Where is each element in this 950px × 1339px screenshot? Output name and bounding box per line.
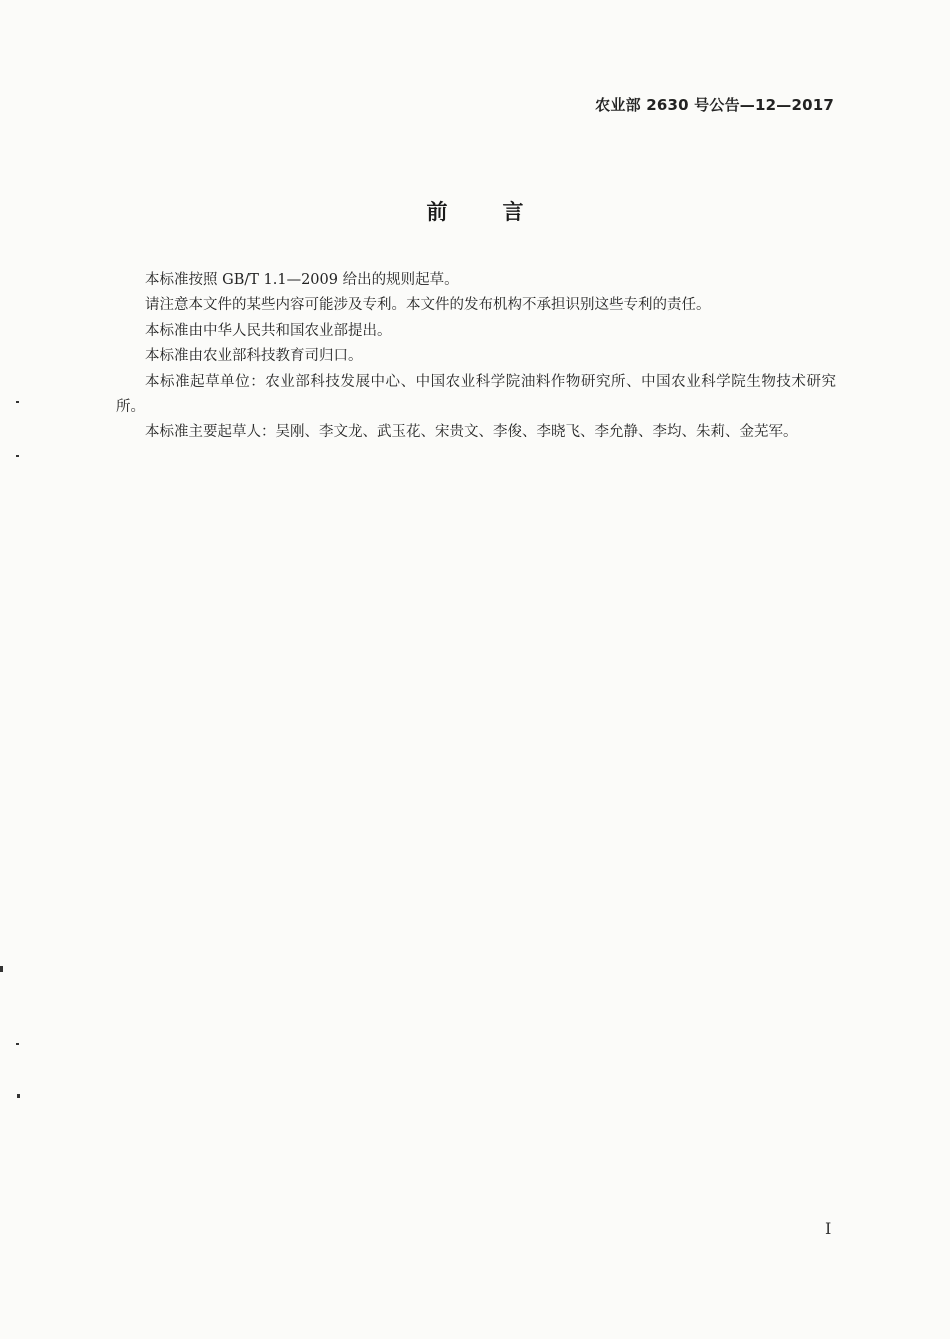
- scan-speck: [16, 1043, 19, 1045]
- paragraph-proposer: 本标准由中华人民共和国农业部提出。: [145, 322, 392, 339]
- scan-speck: [16, 455, 19, 457]
- foreword-body: [116, 268, 836, 446]
- paragraph-drafting-units: 本标准起草单位：农业部科技发展中心、中国农业科学院油料作物研究所、中国农业科学院生物技术研究所。: [116, 373, 836, 416]
- paragraph-centralized-by: 本标准由农业部科技教育司归口。: [145, 348, 363, 365]
- page-number: I: [825, 1219, 832, 1238]
- page-title: 前言: [426, 200, 579, 224]
- scan-speck: [0, 966, 3, 972]
- paragraph-patent-notice: 请注意本文件的某些内容可能涉及专利。本文件的发布机构不承担识别这些专利的责任。: [145, 297, 711, 314]
- paragraph-drafting-rules: 本标准按照 GB/T 1.1—2009 给出的规则起草。: [145, 272, 459, 288]
- standard-code: 农业部 2630 号公告—12—2017: [595, 96, 834, 114]
- paragraph-drafters: 本标准主要起草人：吴刚、李文龙、武玉花、宋贵文、李俊、李晓飞、李允静、李均、朱莉、金芜军。: [145, 424, 798, 441]
- scan-speck: [17, 1094, 20, 1098]
- scan-speck: [16, 401, 19, 403]
